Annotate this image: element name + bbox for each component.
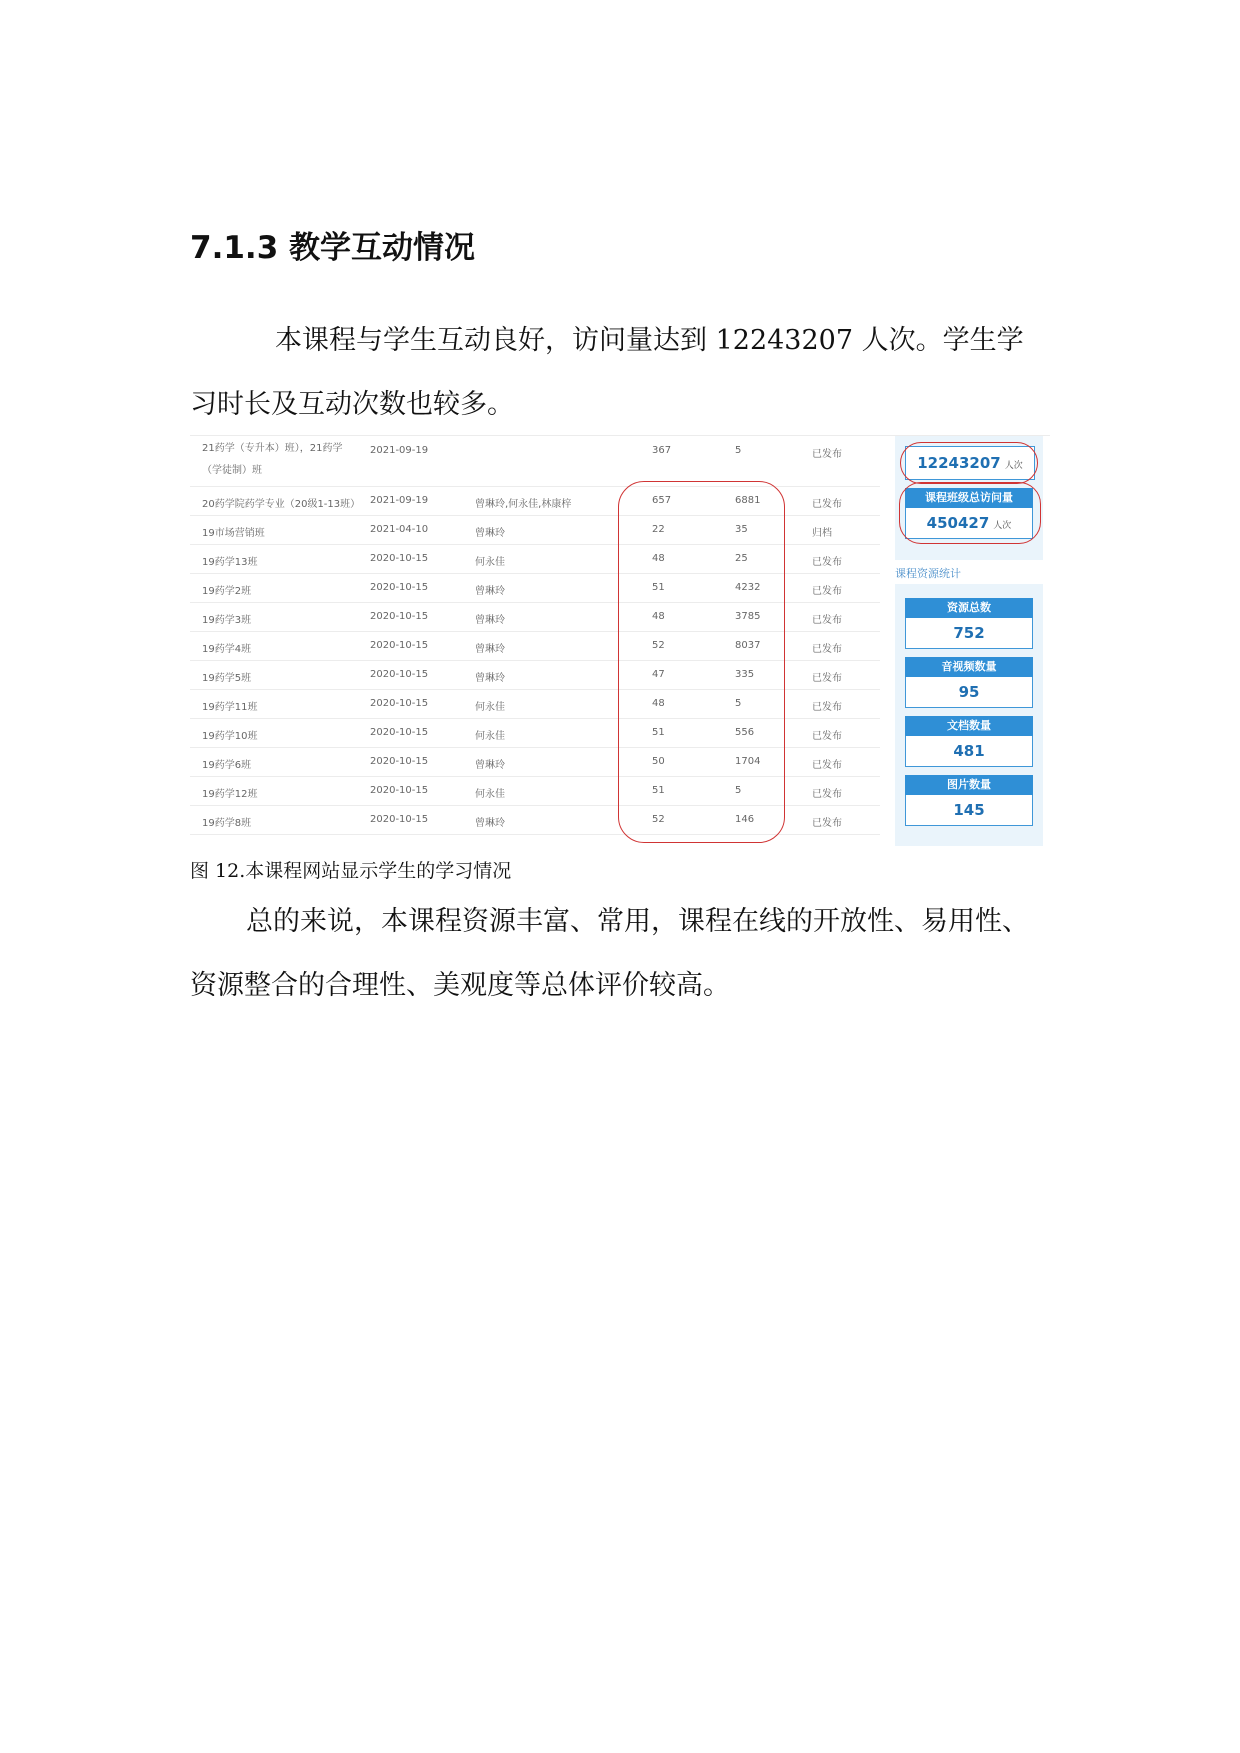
table-row: 19药学2班 2020-10-15 曾琳玲 51 4232 已发布	[190, 573, 880, 603]
stats-sidebar	[895, 436, 1050, 846]
table-row: 19药学6班 2020-10-15 曾琳玲 50 1704 已发布	[190, 747, 880, 777]
table-row: 19市场营销班 2021-04-10 曾琳玲 22 35 归档	[190, 515, 880, 545]
total-visits-box: 12243207 人次	[905, 446, 1035, 480]
class-table	[190, 436, 890, 846]
highlight-annotation	[899, 482, 1041, 544]
table-row: 19药学5班 2020-10-15 曾琳玲 47 335 已发布	[190, 660, 880, 690]
table-row: 20药学院药学专业（20级1-13班） 2021-09-19 曾琳玲,何永佳,林康梓 657 6881 已发布	[190, 486, 880, 516]
class-visits-box: 课程班级总访问量 450427 人次	[905, 488, 1033, 539]
figure-caption: 图 12.本课程网站显示学生的学习情况	[190, 860, 512, 882]
table-row: 19药学4班 2020-10-15 曾琳玲 52 8037 已发布	[190, 631, 880, 661]
course-stats-screenshot	[190, 435, 1050, 846]
stat-resource-total: 资源总数 752	[905, 598, 1033, 649]
stat-doc-count: 文档数量 481	[905, 716, 1033, 767]
highlight-annotation	[618, 481, 785, 843]
stat-image-count: 图片数量 145	[905, 775, 1033, 826]
table-row: 19药学12班 2020-10-15 何永佳 51 5 已发布	[190, 776, 880, 806]
table-row: 21药学（专升本）班），21药学（学徒制）班 2021-09-19 367 5 已发布	[190, 436, 880, 487]
summary-paragraph: 总的来说，本课程资源丰富、常用，课程在线的开放性、易用性、资源整合的合理性、美观度等总体评价较高。	[190, 906, 1029, 1001]
table-row: 19药学3班 2020-10-15 曾琳玲 48 3785 已发布	[190, 602, 880, 632]
stat-av-count: 音视频数量 95	[905, 657, 1033, 708]
table-row: 19药学11班 2020-10-15 何永佳 48 5 已发布	[190, 689, 880, 719]
table-row: 19药学10班 2020-10-15 何永佳 51 556 已发布	[190, 718, 880, 748]
resource-section-label: 课程资源统计	[895, 567, 961, 580]
intro-paragraph: 本课程与学生互动良好，访问量达到 12243207 人次。学生学习时长及互动次数也较多。	[190, 325, 1024, 420]
section-heading: 7.1.3 教学互动情况	[190, 230, 476, 266]
table-row: 19药学13班 2020-10-15 何永佳 48 25 已发布	[190, 544, 880, 574]
highlight-annotation	[900, 442, 1038, 484]
table-row: 19药学8班 2020-10-15 曾琳玲 52 146 已发布	[190, 805, 880, 835]
